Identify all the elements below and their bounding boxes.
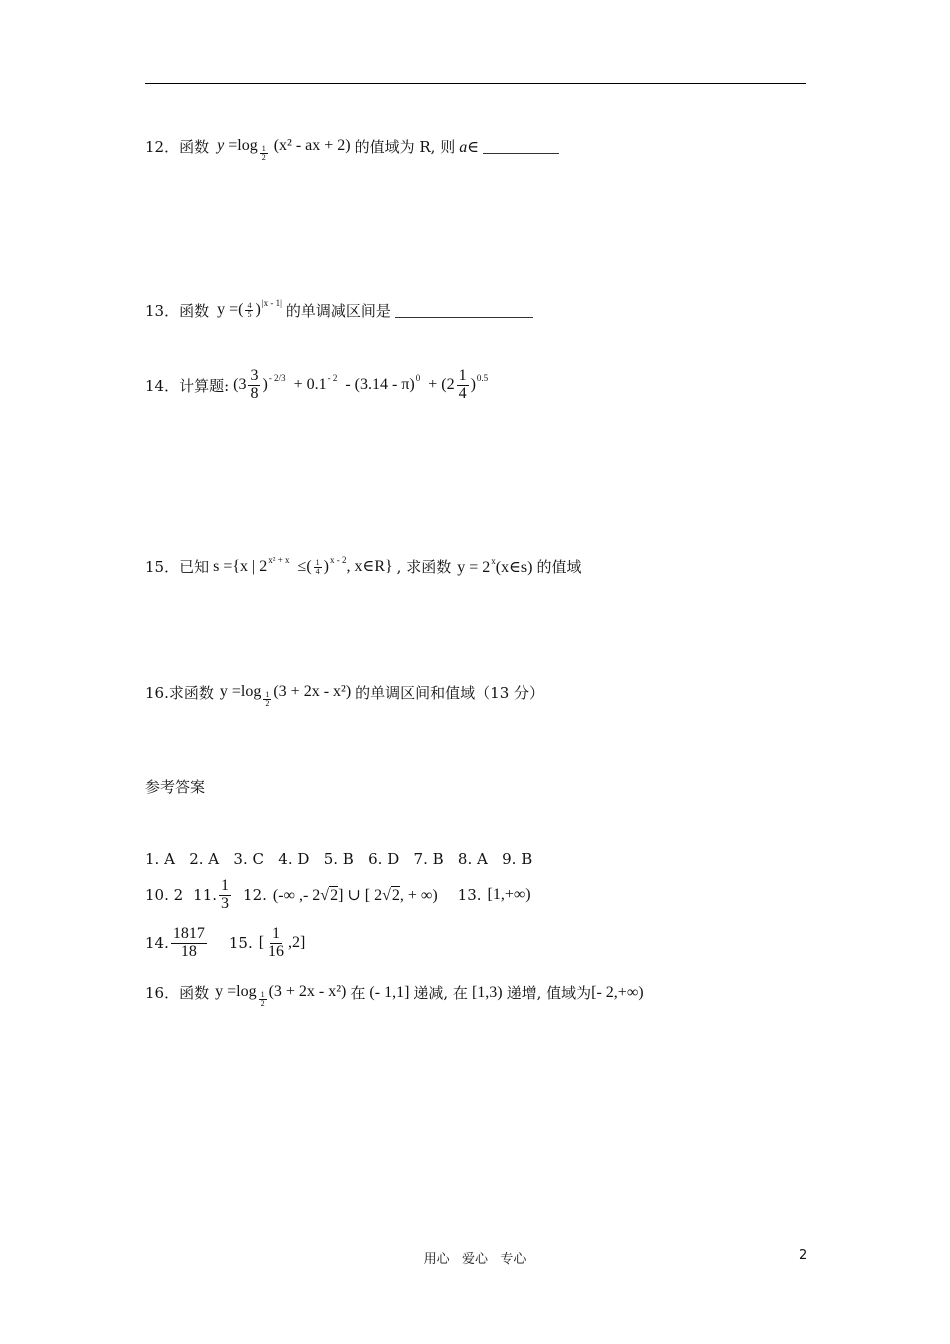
answer-13-label: 13. bbox=[457, 886, 482, 905]
q14-number: 14． bbox=[145, 376, 180, 395]
answer-16-arg: (3 + 2x - x²) bbox=[268, 983, 347, 1001]
q13-tail: 的单调减区间是 bbox=[285, 302, 391, 320]
answer-10: 10. 2 bbox=[145, 886, 184, 905]
q14-exp1: - 2/3 bbox=[268, 372, 286, 383]
q14-frac1-den: 8 bbox=[250, 384, 259, 402]
answer-12-root2: 2 bbox=[391, 887, 400, 905]
q15-frac-num: 1 bbox=[315, 557, 320, 567]
q12-number: 12． bbox=[145, 138, 180, 156]
answer-16-label: 16． bbox=[145, 984, 180, 1002]
q13-close: ) bbox=[255, 301, 261, 319]
answer-16-y: y =log bbox=[215, 983, 257, 1001]
q13-number: 13． bbox=[145, 302, 180, 320]
q13-y: y =( bbox=[217, 301, 244, 319]
header-rule bbox=[145, 83, 806, 84]
answer-16-interval1: (- 1,1] bbox=[369, 983, 410, 1001]
footer-motto: 用心 爱心 专心 bbox=[423, 1252, 527, 1267]
answer-16-interval2: [1,3) bbox=[471, 983, 503, 1001]
q16-number: 16. bbox=[145, 683, 169, 702]
q12-tail: 的值域为 R, 则 bbox=[354, 138, 456, 156]
q12-a: a∈ bbox=[459, 138, 480, 156]
q13-answer-blank[interactable] bbox=[395, 303, 533, 318]
q16-base-num: 1 bbox=[265, 689, 270, 699]
answers-line-2: 10. 2 11. $\frac{1}{3}$ 12. (-∞ ,- 2√2] ∪ [ 2√2, + ∞) 13. [1,+∞) bbox=[145, 877, 531, 912]
q13-lead: 函数 bbox=[179, 302, 210, 320]
q15-lead: 已知 bbox=[179, 558, 210, 576]
answer-16-base-num: 1 bbox=[260, 989, 265, 999]
q13-frac-num: 4 bbox=[247, 300, 252, 310]
q15-tail: 的值域 bbox=[536, 558, 582, 576]
answer-11-label: 11. bbox=[193, 886, 218, 905]
answer-12-part3: , + ∞) bbox=[399, 887, 438, 905]
q14-lead: 计算题: bbox=[179, 376, 230, 395]
answer-16-text3: 递增, 值域为 bbox=[506, 984, 592, 1002]
answer-15-open: [ bbox=[258, 933, 265, 951]
q14-frac1-num: 3 bbox=[250, 367, 259, 384]
q12-eq: = bbox=[228, 137, 238, 155]
answer-16-interval3: [- 2,+∞) bbox=[591, 983, 644, 1001]
q12-answer-blank[interactable] bbox=[483, 139, 559, 154]
q15-exp2: x - 2 bbox=[329, 555, 347, 566]
q14-exp4: 0.5 bbox=[476, 372, 489, 383]
question-13 bbox=[145, 300, 533, 321]
q12-arg: (x² - ax + 2) bbox=[273, 137, 351, 155]
page-number: 2 bbox=[799, 1248, 808, 1263]
q14-term1-close: ) bbox=[262, 375, 268, 393]
answer-12-root1: 2 bbox=[330, 887, 339, 905]
q12-log: log bbox=[237, 137, 258, 155]
answers-heading: 参考答案 bbox=[145, 778, 206, 796]
q15-set-open: s ={x | 2 bbox=[213, 558, 268, 576]
q14-term4-open: + (2 bbox=[428, 375, 455, 393]
q14-frac2-num: 1 bbox=[458, 367, 467, 384]
question-15: 15． 已知 s ={x | $2^{x^2 + x}$ ≤( $\frac{1}{4}$ )$^{x - 2}$, x∈R} , 求函数 $y = 2^x(x\in s)$ 的值域 bbox=[145, 555, 582, 577]
q16-tail: 的单调区间和值域（13 分） bbox=[355, 684, 545, 702]
q12-y: y bbox=[217, 137, 225, 155]
answer-14-den: 18 bbox=[180, 942, 197, 960]
q16-arg: (3 + 2x - x²) bbox=[273, 683, 352, 701]
q15-ask: , 求函数 bbox=[396, 558, 452, 576]
answer-15-den: 16 bbox=[268, 942, 285, 960]
answer-15-close: ,2] bbox=[288, 933, 306, 951]
answer-12-part2: ] ∪ [ 2 bbox=[338, 887, 383, 905]
q12-lead: 函数 bbox=[179, 138, 210, 156]
q16-base-den: 2 bbox=[265, 699, 270, 709]
answer-15-label: 15. bbox=[228, 934, 253, 953]
q14-frac2-den: 4 bbox=[458, 384, 467, 402]
answer-11-num: 1 bbox=[221, 877, 230, 894]
q13-exponent: |x - 1| bbox=[261, 298, 282, 309]
q14-term4-close: ) bbox=[470, 375, 476, 393]
q15-set-close: , x∈R} bbox=[346, 558, 393, 576]
q13-frac-den: 5 bbox=[247, 310, 252, 320]
q15-y: y = 2 bbox=[457, 558, 491, 576]
question-14 bbox=[145, 368, 488, 403]
question-12 bbox=[145, 136, 559, 163]
q15-frac-den: 4 bbox=[315, 567, 320, 577]
q14-exp3: 0 bbox=[415, 372, 421, 383]
answer-12-part1: (-∞ ,- 2 bbox=[272, 887, 321, 905]
answer-14-label: 14. bbox=[145, 934, 169, 953]
answer-13-value: [1,+∞) bbox=[487, 886, 531, 904]
answer-11-den: 3 bbox=[221, 894, 230, 912]
answers-line-4 bbox=[145, 982, 644, 1009]
q14-term1-open: (3 bbox=[233, 375, 247, 393]
q15-number: 15． bbox=[145, 558, 180, 576]
answer-12-label: 12. bbox=[243, 886, 267, 905]
answer-16-base-den: 2 bbox=[260, 999, 265, 1009]
q15-leq: ≤( bbox=[297, 558, 312, 576]
q15-exp1: x² + x bbox=[268, 555, 290, 566]
q14-term2: + 0.1 bbox=[293, 375, 327, 393]
answers-line-1 bbox=[145, 850, 532, 868]
answers-line-3 bbox=[145, 926, 305, 961]
answer-16-lead: 函数 bbox=[179, 984, 210, 1002]
answer-15-num: 1 bbox=[272, 925, 281, 942]
q15-y-domain: (x∈s) bbox=[495, 558, 533, 576]
q12-base-num: 1 bbox=[261, 143, 266, 153]
question-16 bbox=[145, 682, 545, 709]
q16-lead: 求函数 bbox=[168, 684, 214, 702]
q14-term3: - (3.14 - π) bbox=[345, 375, 415, 393]
answers-1-9: 1. A 2. A 3. C 4. D 5. B 6. D 7. B 8. A 9. B bbox=[145, 850, 533, 868]
answer-16-text2: 递减, 在 bbox=[413, 984, 468, 1002]
q12-base-den: 2 bbox=[261, 153, 266, 163]
q14-exp2: - 2 bbox=[327, 372, 338, 383]
answer-14-num: 1817 bbox=[172, 925, 205, 942]
q15-y-exp: x bbox=[491, 555, 496, 566]
q16-y: y =log bbox=[219, 683, 262, 701]
answer-16-text1: 在 bbox=[350, 984, 366, 1002]
